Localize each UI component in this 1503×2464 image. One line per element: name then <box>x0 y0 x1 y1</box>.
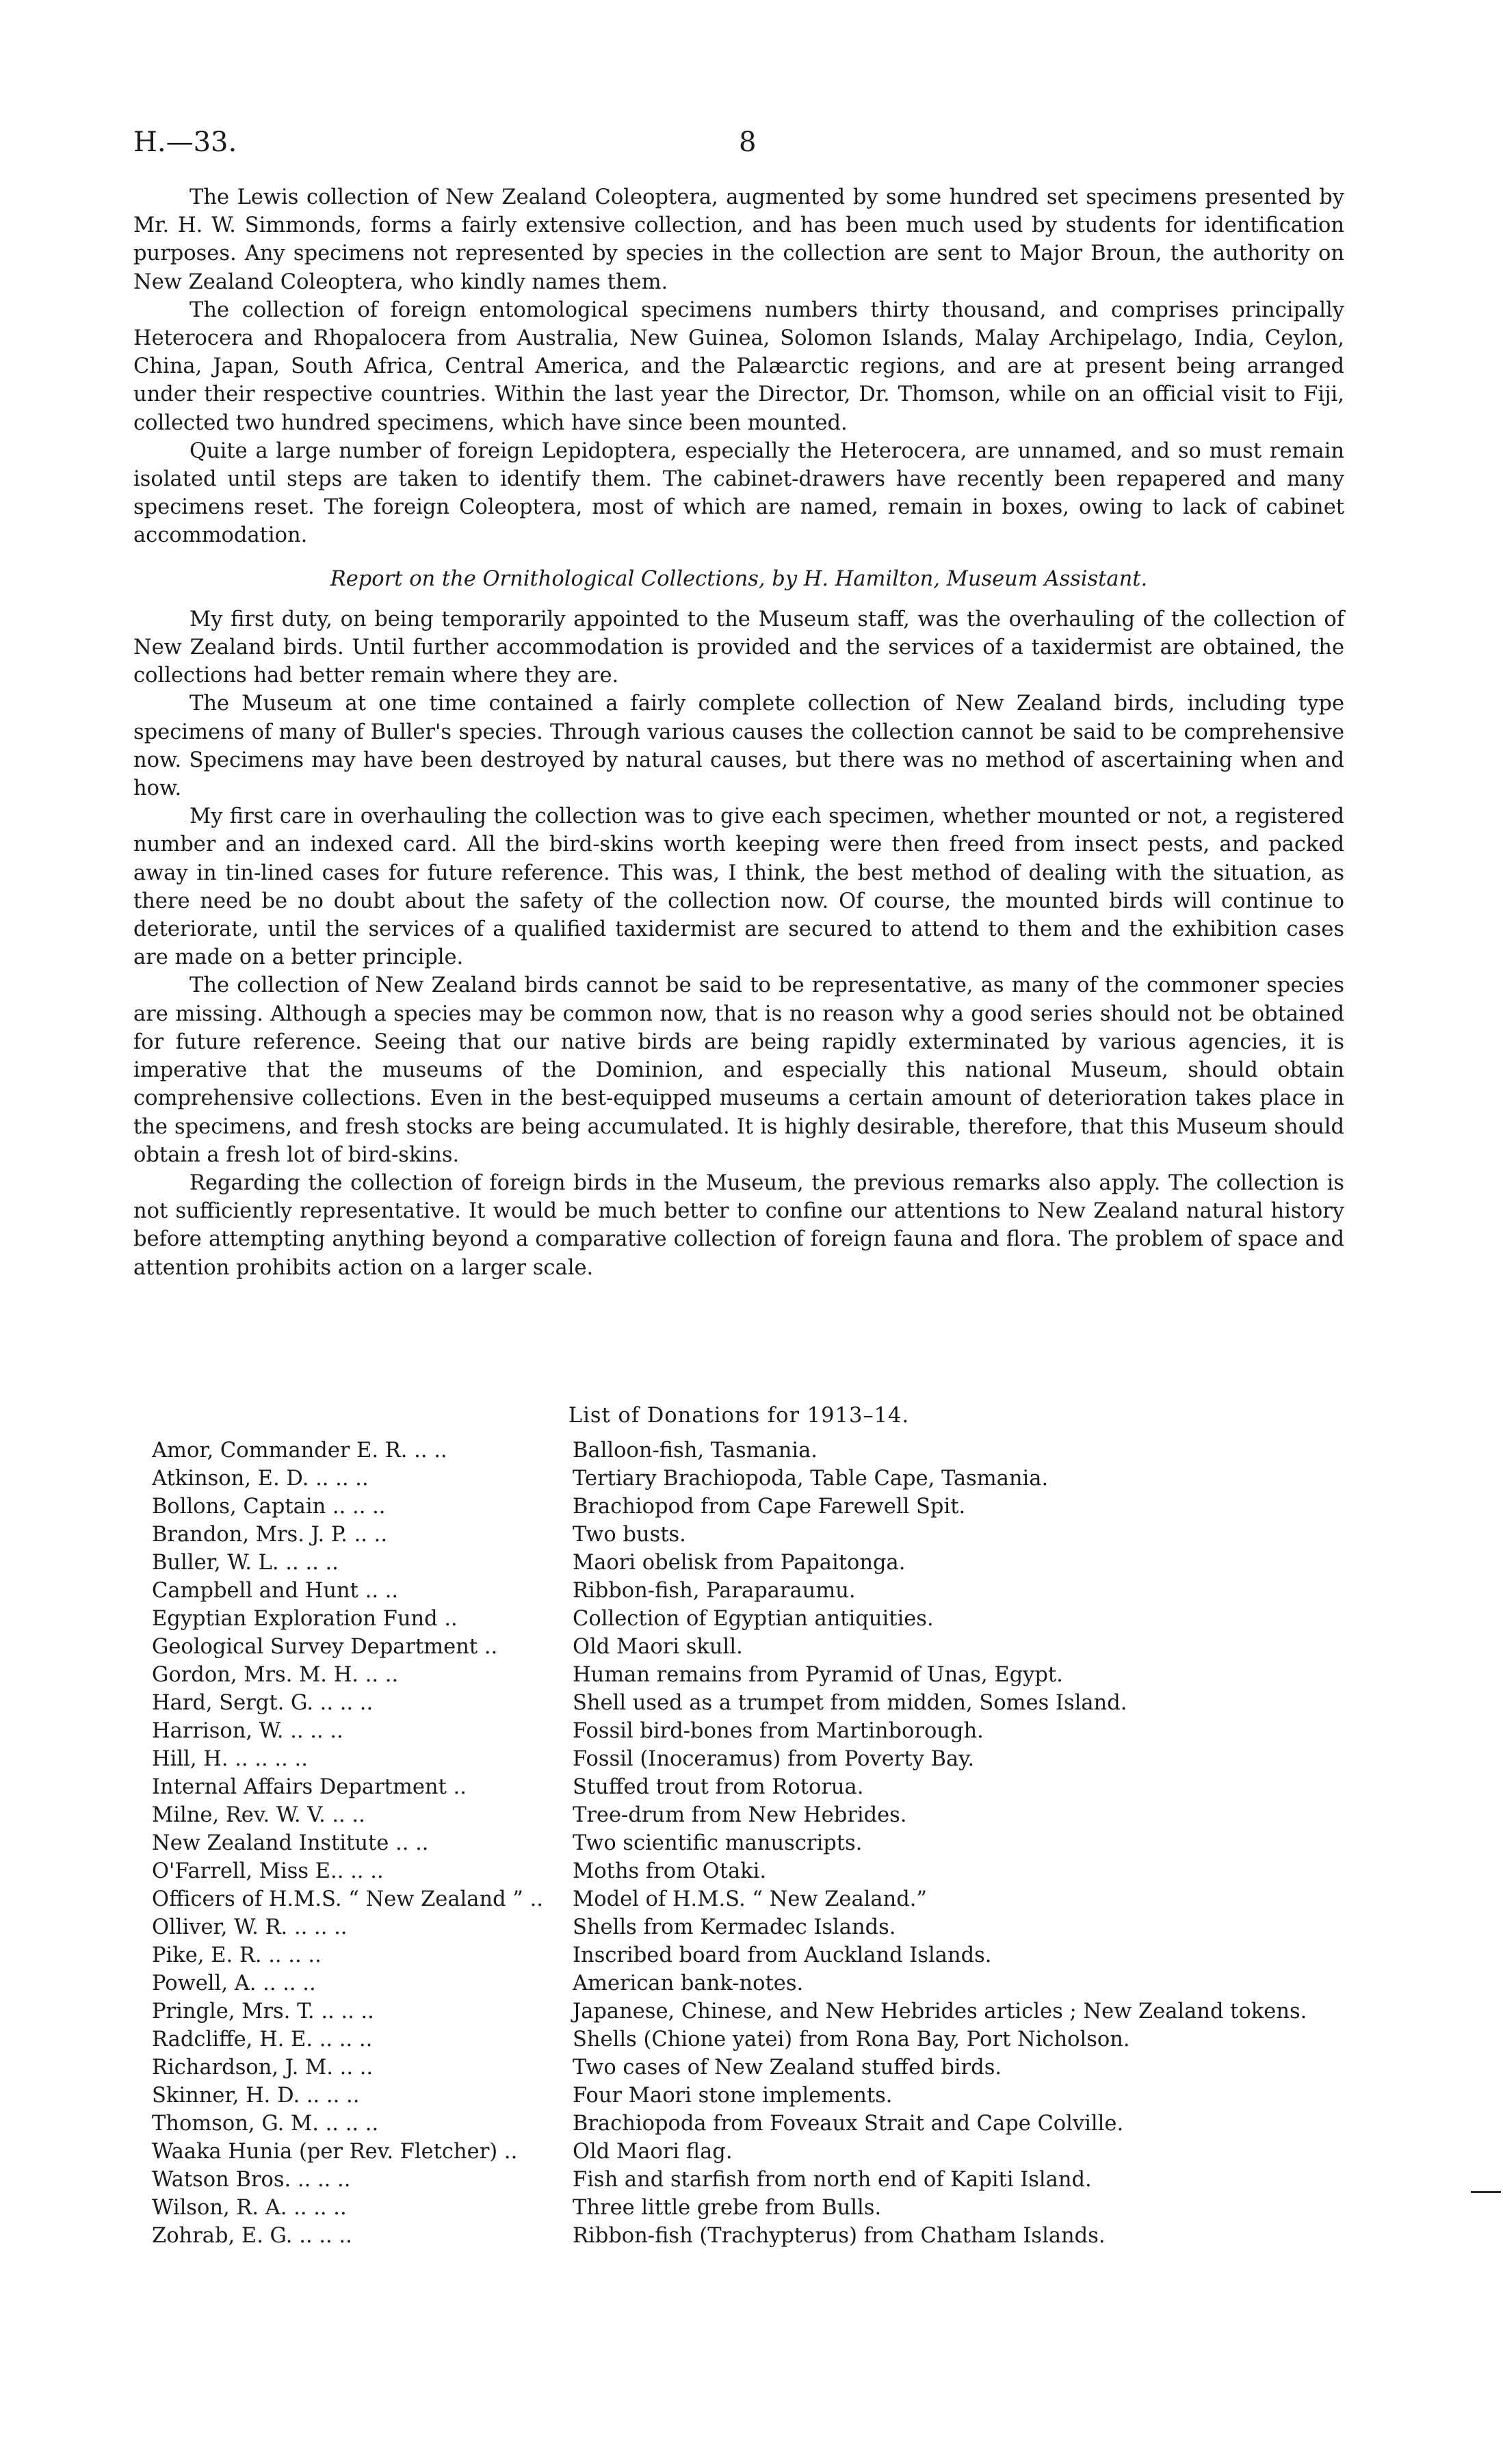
donation-row <box>152 1437 1349 1465</box>
paragraph: Regarding the collection of foreign birds in the Museum, the previous remarks also apply. The collection is not sufficiently representative. It would be much better to confine our attentions to New Zealand natural history before attempting anything beyond a comparative collection of foreign fauna and flora. The problem of space and attention prohibits action on a larger scale. <box>133 1170 1344 1280</box>
donation-item: Japanese, Chinese, and New Hebrides articles ; New Zealand tokens. <box>573 2000 1307 2023</box>
donation-row <box>152 1885 1349 1913</box>
donation-row <box>152 1605 1349 1633</box>
donor-name: Atkinson, E. D. .. .. .. <box>152 1467 369 1491</box>
donation-item: Two cases of New Zealand stuffed birds. <box>573 2056 1002 2080</box>
document-id: H.—33. <box>133 127 237 158</box>
donor-name: Hill, H. .. .. .. .. <box>152 1747 308 1771</box>
donation-row <box>152 1941 1349 1969</box>
donation-row <box>152 1969 1349 1997</box>
donation-row <box>152 1857 1349 1885</box>
donation-row <box>152 1549 1349 1577</box>
donation-item: Ribbon-fish, Paraparaumu. <box>573 1579 856 1603</box>
donor-name: Amor, Commander E. R. .. .. <box>152 1439 447 1463</box>
donation-item: Ribbon-fish (Trachypterus) from Chatham Islands. <box>573 2224 1106 2248</box>
donor-name: Gordon, Mrs. M. H. .. .. <box>152 1663 399 1687</box>
donor-name: Bollons, Captain .. .. .. <box>152 1495 386 1519</box>
paragraph: The Museum at one time contained a fairly complete collection of New Zealand birds, including type specimens of many of Buller's species. Through various causes the collection cannot be said to be comprehensive now. Specimens may have been destroyed by natural causes, but there was no method of ascertaining when and how. <box>133 692 1344 801</box>
donation-row <box>152 1997 1349 2026</box>
donor-name: Skinner, H. D. .. .. .. <box>152 2084 360 2108</box>
donation-row <box>152 2026 1349 2054</box>
donor-name: Waaka Hunia (per Rev. Fletcher) .. <box>152 2140 518 2164</box>
donation-row <box>152 2110 1349 2138</box>
donation-row <box>152 2138 1349 2166</box>
donation-item: Four Maori stone implements. <box>573 2084 893 2108</box>
donation-item: Brachiopoda from Foveaux Strait and Cape Colville. <box>573 2112 1124 2136</box>
donation-item: Two scientific manuscripts. <box>573 1831 863 1855</box>
donor-name: Buller, W. L. .. .. .. <box>152 1551 339 1575</box>
page-number: 8 <box>739 127 757 158</box>
donor-name: O'Farrell, Miss E.. .. .. <box>152 1859 384 1883</box>
donation-item: Shell used as a trumpet from midden, Somes Island. <box>573 1691 1127 1715</box>
donor-name: Internal Affairs Department .. <box>152 1775 467 1799</box>
donation-item: Balloon-fish, Tasmania. <box>573 1439 818 1463</box>
donation-row <box>152 2194 1349 2222</box>
donation-row <box>152 1521 1349 1549</box>
donor-name: Brandon, Mrs. J. P. .. .. <box>152 1523 388 1547</box>
donor-name: Geological Survey Department .. <box>152 1635 498 1659</box>
donation-row <box>152 1633 1349 1661</box>
donation-row <box>152 1801 1349 1829</box>
donation-item: American bank-notes. <box>573 1971 804 1995</box>
donation-item: Human remains from Pyramid of Unas, Egypt. <box>573 1663 1063 1687</box>
donation-row <box>152 1493 1349 1521</box>
donation-item: Two busts. <box>573 1523 686 1547</box>
donation-row <box>152 1465 1349 1493</box>
paragraph: Quite a large number of foreign Lepidoptera, especially the Heterocera, are unnamed, and so must remain isolated until steps are taken to identify them. The cabinet-drawers have recently been repapered and many specimens reset. The foreign Coleoptera, most of which are named, remain in boxes, owing to lack of cabinet accommodation. <box>133 438 1344 548</box>
margin-mark <box>1471 2191 1501 2193</box>
donor-name: Olliver, W. R. .. .. .. <box>152 1915 348 1939</box>
donation-row <box>152 1913 1349 1941</box>
donor-name: Harrison, W. .. .. .. <box>152 1719 343 1743</box>
report-heading: Report on the Ornithological Collections, by H. Hamilton, Museum Assistant. <box>330 566 1148 591</box>
donation-item: Old Maori skull. <box>573 1635 743 1659</box>
donation-row <box>152 1577 1349 1605</box>
paragraph: My first duty, on being temporarily appointed to the Museum staff, was the overhauling of the collection of New Zealand birds. Until further accommodation is provided and the services of a taxidermist are obtained, the collections had better remain where they are. <box>133 607 1344 688</box>
donor-name: Wilson, R. A. .. .. .. <box>152 2196 347 2220</box>
donor-name: Pike, E. R. .. .. .. <box>152 1943 322 1967</box>
donor-name: Richardson, J. M. .. .. <box>152 2056 374 2080</box>
donor-name: Thomson, G. M. .. .. .. <box>152 2112 379 2136</box>
paragraph: The Lewis collection of New Zealand Coleoptera, augmented by some hundred set specimens presented by Mr. H. W. Simmonds, forms a fairly extensive collection, and has been much used by students for identification purposes. Any specimens not represented by species in the collection are sent to Major Broun, the authority on New Zealand Coleoptera, who kindly names them. <box>133 185 1344 294</box>
donation-item: Stuffed trout from Rotorua. <box>573 1775 864 1799</box>
donation-row <box>152 1773 1349 1801</box>
donation-row <box>152 1689 1349 1717</box>
donation-item: Fish and starfish from north end of Kapiti Island. <box>573 2168 1092 2192</box>
donor-name: Officers of H.M.S. “ New Zealand ” .. <box>152 1887 543 1911</box>
donation-row <box>152 1829 1349 1857</box>
donations-list <box>152 1437 1349 2250</box>
donor-name: Pringle, Mrs. T. .. .. .. <box>152 2000 374 2023</box>
donation-item: Model of H.M.S. “ New Zealand.” <box>573 1887 928 1911</box>
page-header <box>133 122 1324 163</box>
paragraph: My first care in overhauling the collection was to give each specimen, whether mounted or not, a registered number and an indexed card. All the bird-skins worth keeping were then freed from insect pests, and packed away in tin-lined cases for future reference. This was, I think, the best method of dealing with the situation, as there need be no doubt about the safety of the collection now. Of course, the mounted birds will continue to deteriorate, until the services of a qualified taxidermist are secured to attend to them and the exhibition cases are made on a better principle. <box>133 804 1344 970</box>
donor-name: Hard, Sergt. G. .. .. .. <box>152 1691 374 1715</box>
donor-name: Milne, Rev. W. V. .. .. <box>152 1803 365 1827</box>
donor-name: Egyptian Exploration Fund .. <box>152 1607 458 1631</box>
donation-item: Brachiopod from Cape Farewell Spit. <box>573 1495 966 1519</box>
donation-item: Collection of Egyptian antiquities. <box>573 1607 934 1631</box>
donation-row <box>152 2054 1349 2082</box>
donations-title: List of Donations for 1913–14. <box>568 1404 910 1428</box>
donor-name: Radcliffe, H. E. .. .. .. <box>152 2028 373 2052</box>
donation-row <box>152 2082 1349 2110</box>
donation-item: Shells (Chione yatei) from Rona Bay, Port Nicholson. <box>573 2028 1130 2052</box>
donation-item: Three little grebe from Bulls. <box>573 2196 882 2220</box>
donation-item: Moths from Otaki. <box>573 1859 767 1883</box>
donation-item: Inscribed board from Auckland Islands. <box>573 1943 992 1967</box>
donation-item: Fossil bird-bones from Martinborough. <box>573 1719 984 1743</box>
donation-row <box>152 1745 1349 1773</box>
donation-row <box>152 1717 1349 1745</box>
donation-item: Tree-drum from New Hebrides. <box>573 1803 907 1827</box>
donation-item: Tertiary Brachiopoda, Table Cape, Tasmania. <box>573 1467 1049 1491</box>
donor-name: New Zealand Institute .. .. <box>152 1831 429 1855</box>
donation-item: Fossil (Inoceramus) from Poverty Bay. <box>573 1747 975 1771</box>
donor-name: Powell, A. .. .. .. <box>152 1971 316 1995</box>
donation-row <box>152 2166 1349 2194</box>
donation-row <box>152 2222 1349 2250</box>
donor-name: Watson Bros. .. .. .. <box>152 2168 351 2192</box>
donor-name: Zohrab, E. G. .. .. .. <box>152 2224 352 2248</box>
body-text <box>133 183 1344 1282</box>
donation-item: Shells from Kermadec Islands. <box>573 1915 896 1939</box>
donation-item: Old Maori flag. <box>573 2140 733 2164</box>
paragraph: The collection of foreign entomological specimens numbers thirty thousand, and comprises principally Heterocera and Rhopalocera from Australia, New Guinea, Solomon Islands, Malay Archipelago, India, Ceylon, China, Japan, South Africa, Central America, and the Palæarctic regions, and are at present being arranged under their respective countries. Within the last year the Director, Dr. Thomson, while on an official visit to Fiji, collected two hundred specimens, which have since been mounted. <box>133 298 1344 435</box>
donation-item: Maori obelisk from Papaitonga. <box>573 1551 906 1575</box>
donation-row <box>152 1661 1349 1689</box>
paragraph: The collection of New Zealand birds cannot be said to be representative, as many of the commoner species are missing. Although a species may be common now, that is no reason why a good series should not be obtained for future reference. Seeing that our native birds are being rapidly exterminated by various agencies, it is imperative that the museums of the Dominion, and especially this national Museum, should obtain comprehensive collections. Even in the best-equipped museums a certain amount of deterioration takes place in the specimens, and fresh stocks are being accumulated. It is highly desirable, therefore, that this Museum should obtain a fresh lot of bird-skins. <box>133 973 1344 1167</box>
donor-name: Campbell and Hunt .. .. <box>152 1579 399 1603</box>
